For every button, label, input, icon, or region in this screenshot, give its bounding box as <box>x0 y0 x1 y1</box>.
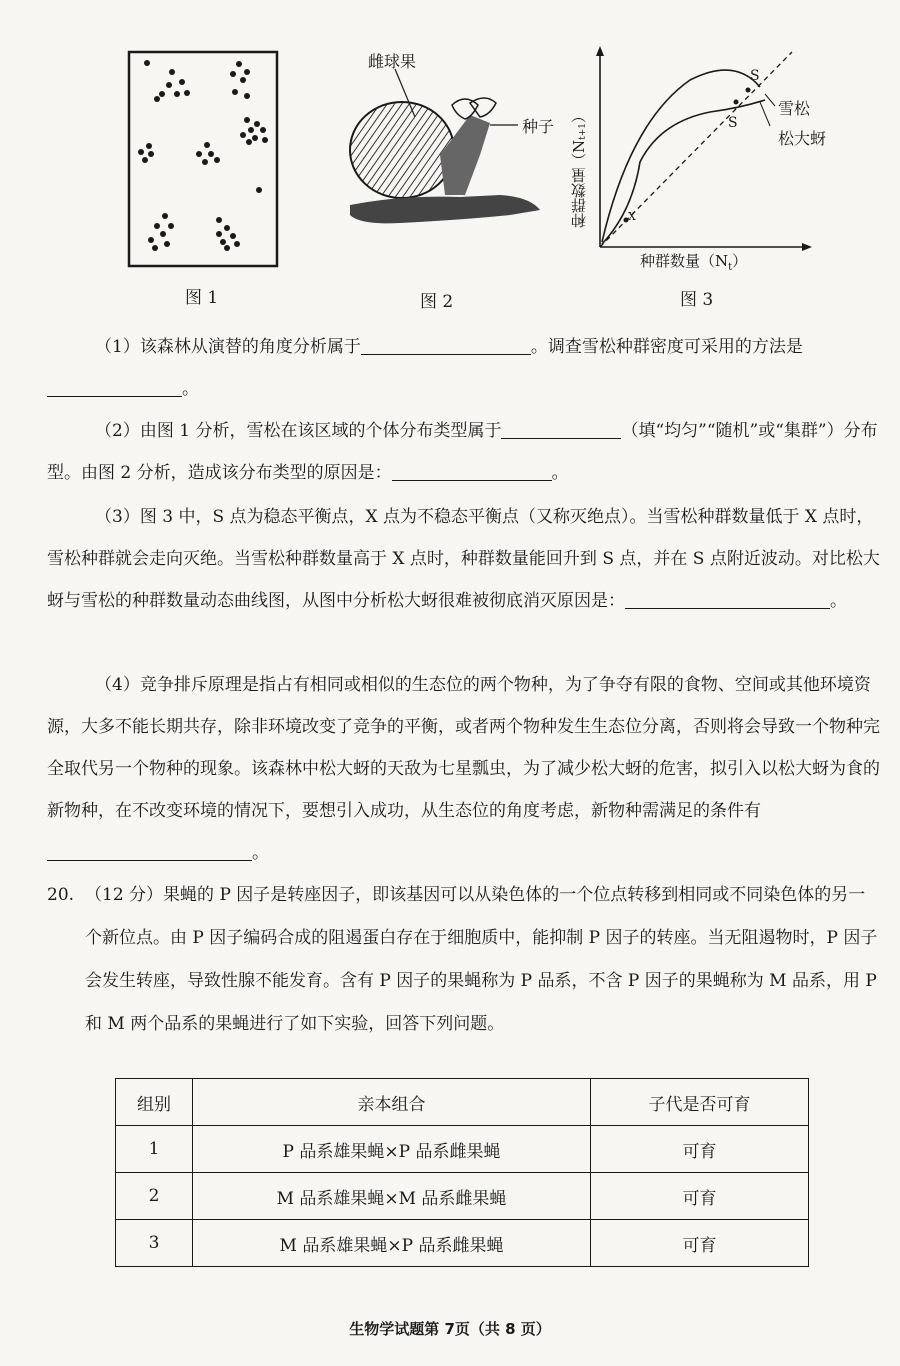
figure-1-dot-distribution <box>127 50 279 268</box>
answer-blank <box>47 379 182 397</box>
tree-dots <box>138 60 268 251</box>
s-label-bottom: S <box>728 115 738 131</box>
question-1: （1）该森林从演替的角度分析属于 。调查雪松种群密度可采用的方法是。 <box>47 326 882 410</box>
cone-label: 雌球果 <box>368 52 417 71</box>
table-row <box>116 1173 809 1220</box>
x-axis-label: 种群数量$(N_t)$ <box>640 252 748 273</box>
question-2: （2）由图 1 分析，雪松在该区域的个体分布类型属于 （填“均匀”“随机”或“集群”）分布型。由图 2 分析，造成该分布类型的原因是： 。 <box>47 421 878 483</box>
table-row <box>116 1126 809 1173</box>
aphid-leader-line <box>760 102 770 126</box>
figure-2-cone-drawing <box>340 45 550 235</box>
answer-blank <box>392 463 552 481</box>
question-20-text: （12 分）果蝇的 P 因子是转座因子，即该基因可以从染色体的一个位点转移到相同或不同染色体的另一个新位点。由 P 因子编码合成的阻遏蛋白存在于细胞质中，能抑制 P 因子的转座。当无阻遏物时，P 因子会发生转座，导致性腺不能发育。含有 P 因子的果蝇称为 P 品系，不含 P 因子的果蝇称为 M 品系，用 P 和 M 两个品系的果蝇进行了如下实验，回答下列问题。 <box>85 885 878 1034</box>
cell-parents: M 品系雄果蝇×P 品系雌果蝇 <box>193 1220 591 1267</box>
figure-1-caption: 图 1 <box>185 288 219 308</box>
s-point-pine <box>734 100 739 105</box>
cell-parents: P 品系雄果蝇×P 品系雌果蝇 <box>193 1126 591 1173</box>
table-row <box>116 1220 809 1267</box>
cone-body <box>350 102 454 198</box>
question-4: （4）竞争排斥原理是指占有相同或相似的生态位的两个物种，为了争夺有限的食物、空间或其他环境资源，大多不能长期共存，除非环境改变了竞争的平衡，或者两个物种发生生态位分离，否则将会导致一个物种完全取代另一个物种的现象。该森林中松大蚜的天敌为七星瓢虫，为了减少松大蚜的危害，拟引入以松大蚜为食的新物种，在不改变环境的情况下，要想引入成功，从生态位的角度考虑，新物种需满足的条件有。 <box>47 675 880 863</box>
aphid-label: 松大蚜 <box>778 129 827 148</box>
answer-blank <box>501 421 621 439</box>
x-axis-arrow <box>802 243 812 251</box>
y-axis-label: 种群数量$(N_{t+1})$ <box>570 108 588 229</box>
seed-wing-right <box>470 98 496 117</box>
answer-blank <box>625 591 830 609</box>
cell-group: 1 <box>116 1126 193 1173</box>
header-group: 组别 <box>116 1079 193 1126</box>
aphid-curve <box>602 70 760 242</box>
figure-3-population-chart <box>560 42 830 272</box>
question-20 <box>47 874 882 1046</box>
figure-2-caption: 图 2 <box>420 292 454 312</box>
y-axis-arrow <box>596 46 604 56</box>
pine-label: 雪松 <box>778 99 811 118</box>
answer-blank <box>47 843 252 861</box>
experiment-table <box>115 1078 809 1267</box>
seed-label: 种子 <box>522 117 555 136</box>
cell-fertility: 可育 <box>591 1126 809 1173</box>
cell-group: 3 <box>116 1220 193 1267</box>
cell-fertility: 可育 <box>591 1220 809 1267</box>
cell-parents: M 品系雄果蝇×M 品系雌果蝇 <box>193 1173 591 1220</box>
page-footer: 生物学试题第 7页（共 8 页） <box>349 1320 551 1338</box>
question-number: 20. <box>47 885 75 905</box>
pine-leader-line <box>765 94 775 106</box>
question-3: （3）图 3 中，S 点为稳态平衡点，X 点为不稳态平衡点（又称灭绝点）。当雪松种群数量低于 X 点时，雪松种群就会走向灭绝。当雪松种群数量高于 X 点时，种群数量能回升到 S 点，并在 S 点附近波动。对比松大蚜与雪松的种群数量动态曲线图，从图中分析松大蚜很难被彻底消灭原因是： 。 <box>47 507 880 611</box>
x-label: X <box>628 210 636 223</box>
branch <box>350 195 540 223</box>
table-header-row <box>116 1079 809 1126</box>
s-label-top: S <box>750 68 760 84</box>
cell-fertility: 可育 <box>591 1173 809 1220</box>
answer-blank <box>361 337 531 355</box>
figure-3-caption: 图 3 <box>680 290 714 310</box>
s-point-aphid <box>746 88 751 93</box>
header-parents: 亲本组合 <box>193 1079 591 1126</box>
cell-group: 2 <box>116 1173 193 1220</box>
header-fertility: 子代是否可育 <box>591 1079 809 1126</box>
